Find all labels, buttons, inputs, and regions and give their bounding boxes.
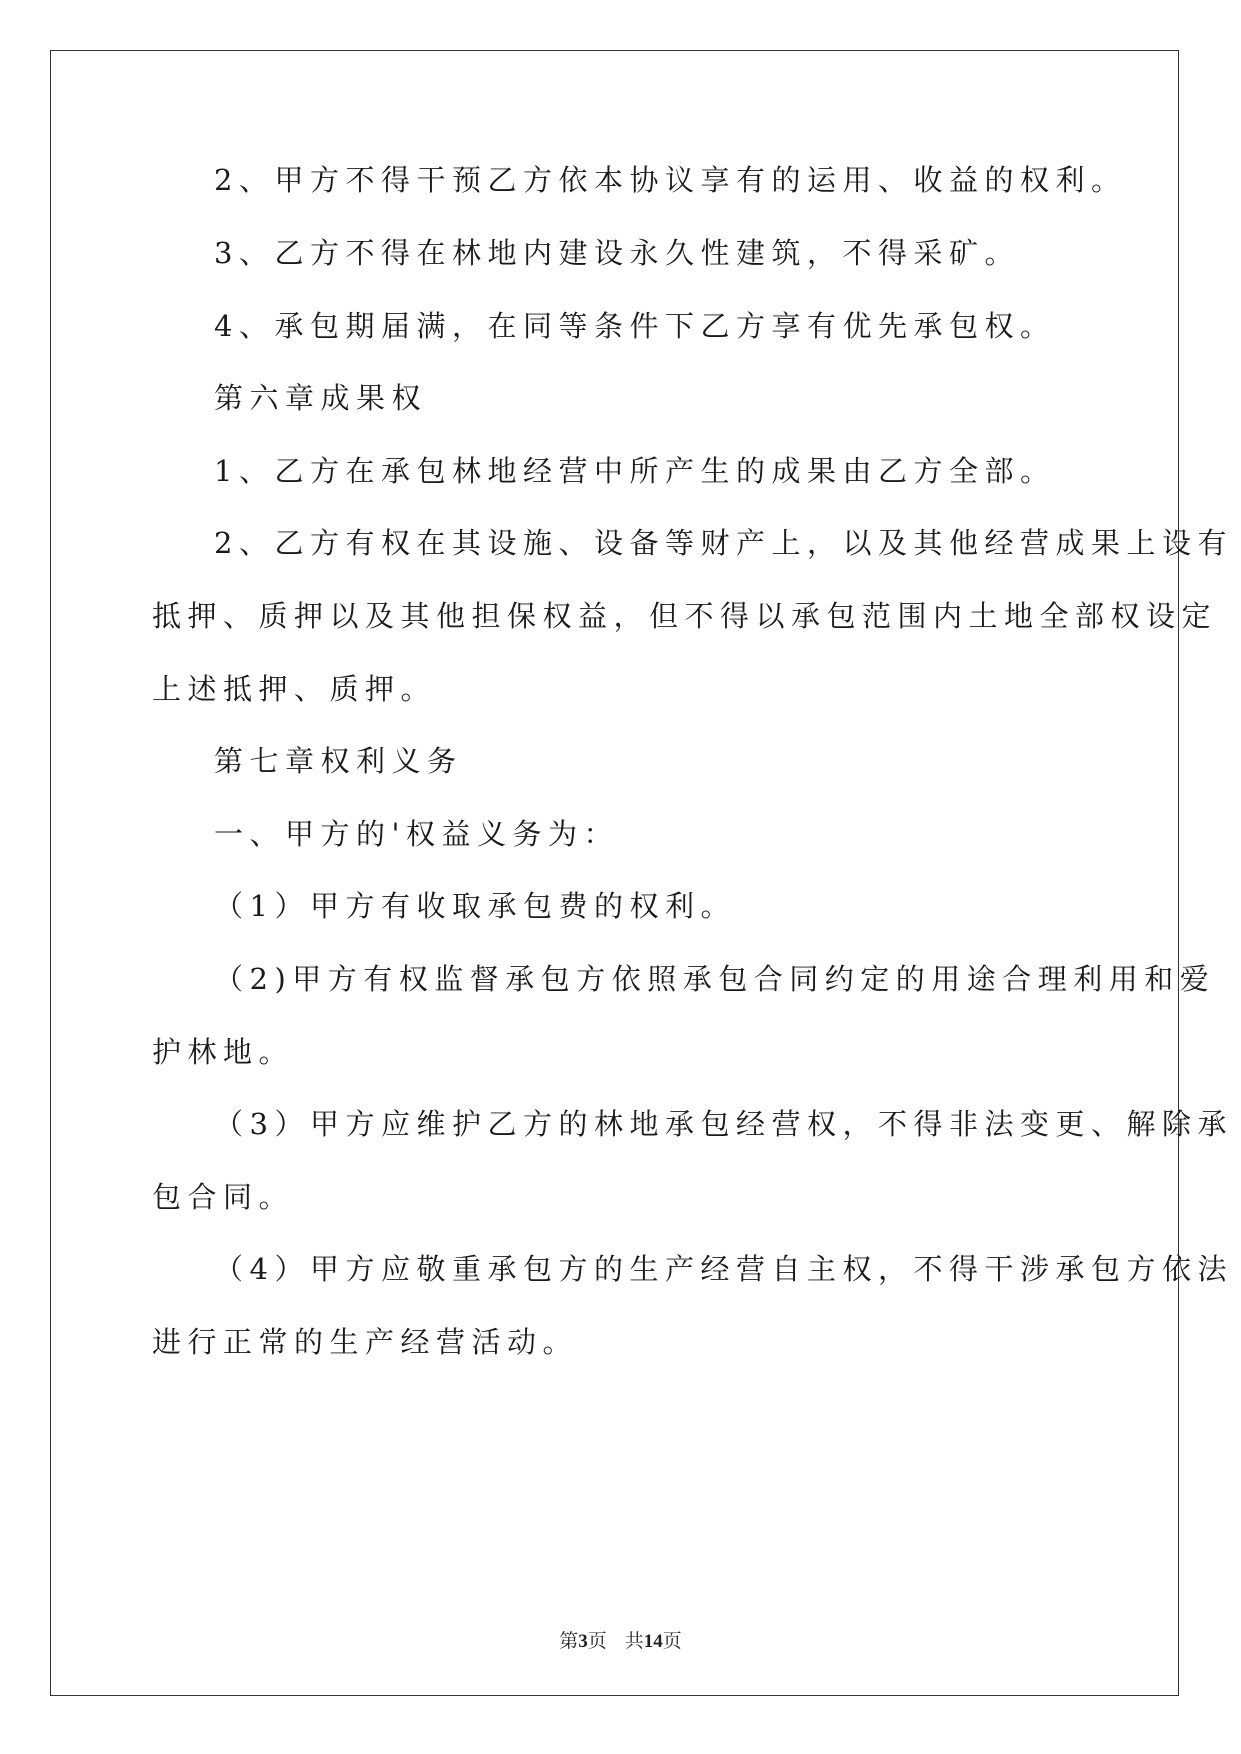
paragraph-line: 抵押、质押以及其他担保权益，但不得以承包范围内土地全部权设定	[152, 599, 1218, 633]
paragraph-line: 护林地。	[152, 1035, 295, 1069]
page-footer	[0, 1630, 1241, 1654]
footer-total-pages: 14	[643, 1631, 663, 1652]
paragraph-line: 进行正常的生产经营活动。	[152, 1325, 579, 1359]
chapter-heading: 第六章成果权	[214, 381, 428, 415]
paragraph-line: 1、乙方在承包林地经营中所产生的成果由乙方全部。	[214, 454, 1056, 488]
chapter-heading: 第七章权利义务	[214, 744, 463, 778]
footer-page-prefix: 第	[559, 1631, 579, 1652]
footer-page-number: 3	[578, 1631, 588, 1652]
paragraph-line: 2、乙方有权在其设施、设备等财产上，以及其他经营成果上设有	[214, 526, 1233, 560]
paragraph-line: （1）甲方有收取承包费的权利。	[214, 889, 736, 923]
paragraph-line: 4、承包期届满，在同等条件下乙方享有优先承包权。	[214, 309, 1056, 343]
paragraph-line: 包合同。	[152, 1180, 295, 1214]
paragraph-line: （2)甲方有权监督承包方依照承包合同约定的用途合理利用和爱	[214, 962, 1216, 996]
paragraph-line: （3）甲方应维护乙方的林地承包经营权，不得非法变更、解除承	[214, 1107, 1233, 1141]
paragraph-line: 3、乙方不得在林地内建设永久性建筑，不得采矿。	[214, 236, 1020, 270]
paragraph-line: 一、甲方的'权益义务为：	[214, 817, 619, 851]
paragraph-line: （4）甲方应敬重承包方的生产经营自主权，不得干涉承包方依法	[214, 1252, 1233, 1286]
paragraph-line: 上述抵押、质押。	[152, 672, 437, 706]
footer-page-suffix: 页	[587, 1631, 607, 1652]
footer-total-suffix: 页	[662, 1631, 682, 1652]
footer-total-prefix: 共	[624, 1631, 644, 1652]
page-border	[50, 50, 1179, 1696]
paragraph-line: 2、甲方不得干预乙方依本协议享有的运用、收益的权利。	[214, 163, 1127, 197]
